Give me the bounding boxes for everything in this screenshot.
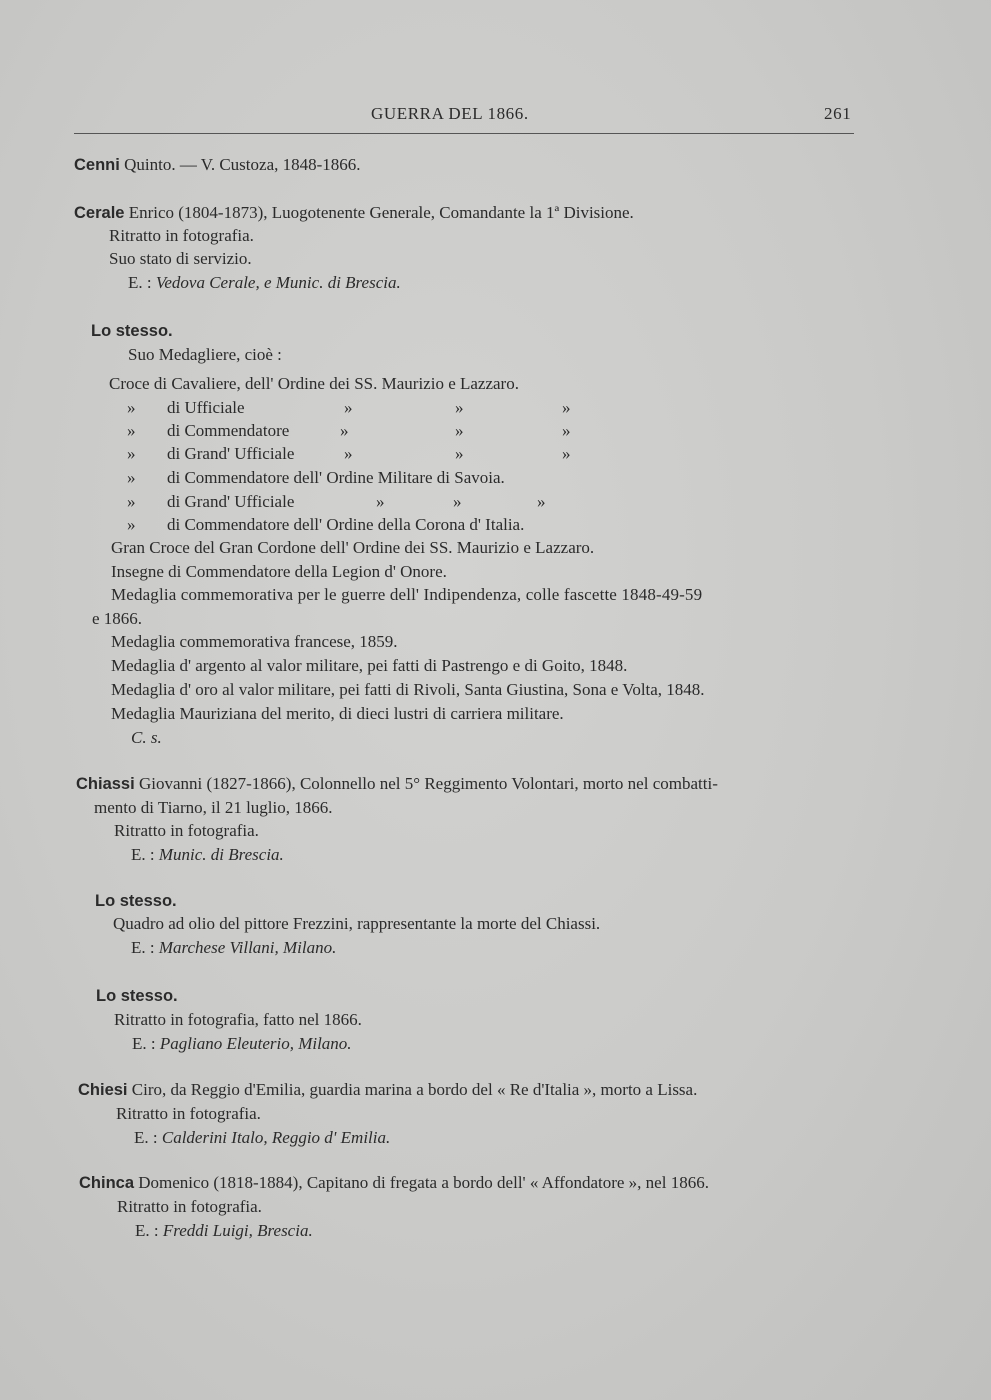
chiassi-owner [131, 845, 284, 865]
chiassi-foto-owner [132, 1034, 352, 1054]
cs-text: C. s. [131, 728, 162, 747]
ditto-mark: » [562, 444, 571, 463]
chiesi-owner [134, 1128, 390, 1148]
chinca-line-1: Ritratto in fotografia. [117, 1197, 262, 1216]
ditto-mark: » [376, 492, 385, 511]
owner-prefix: E. : [131, 938, 159, 957]
ditto-mark: » [127, 468, 136, 487]
ditto-mark: » [537, 492, 546, 511]
ditto-mark: » [127, 398, 136, 417]
owner-value: Freddi Luigi, Brescia. [162, 1221, 313, 1240]
entry-chiassi [76, 774, 718, 794]
ditto-mark: » [127, 444, 136, 463]
owner-value: Pagliano Eleuterio, Milano. [159, 1034, 352, 1053]
ditto-mark: » [455, 421, 464, 440]
medal-gran-croce: Gran Croce del Gran Cordone dell' Ordine dei SS. Maurizio e Lazzaro. [111, 538, 595, 557]
chiassi-cont: mento di Tiarno, il 21 luglio, 1866. [94, 798, 333, 817]
medagliere-intro: Suo Medagliere, cioè : [128, 345, 282, 364]
ditto-mark: » [562, 421, 571, 440]
medal-commemorativa: Medaglia commemorativa per le guerre dell' Indipendenza, colle fascette 1848-49-59 [111, 585, 703, 604]
cerale-line-1: Ritratto in fotografia. [109, 226, 254, 245]
cerale-line-2: Suo stato di servizio. [109, 249, 252, 268]
entry-text: Domenico (1818-1884), Capitano di fregata a bordo dell' « Affondatore », nel 1866. [134, 1173, 709, 1192]
entry-name: Cerale [74, 204, 125, 222]
chiassi-line-1: Ritratto in fotografia. [114, 821, 259, 840]
medal-mauriziana: Medaglia Mauriziana del merito, di dieci lustri di carriera militare. [111, 704, 564, 723]
header-rule [74, 133, 854, 134]
entry-name: Chiassi [76, 775, 135, 793]
entry-chinca [79, 1173, 709, 1193]
medal-oro: Medaglia d' oro al valor militare, pei fatti di Rivoli, Santa Giustina, Sona e Volta, 1848. [111, 680, 705, 699]
medal-row: di Grand' Ufficiale [167, 492, 295, 511]
entry-name: Chinca [79, 1174, 135, 1192]
entry-name: Cenni [74, 156, 120, 174]
medal-argento: Medaglia d' argento al valor militare, pei fatti di Pastrengo e di Goito, 1848. [111, 656, 628, 675]
cs-mark [131, 728, 162, 748]
medal-row: di Commendatore [167, 421, 290, 440]
owner-value: Vedova Cerale, e Munic. di Brescia. [155, 273, 401, 292]
owner-prefix: E. : [131, 845, 159, 864]
entry-name: Chiesi [78, 1081, 128, 1099]
ditto-mark: » [344, 398, 353, 417]
ditto-mark: » [453, 492, 462, 511]
cerale-owner [128, 273, 401, 293]
chinca-owner [135, 1221, 313, 1241]
ditto-mark: » [127, 421, 136, 440]
medal-row: di Commendatore dell' Ordine della Corona d' Italia. [167, 515, 525, 534]
ditto-mark: » [340, 421, 349, 440]
medal-legion: Insegne di Commendatore della Legion d' Onore. [111, 562, 447, 581]
owner-prefix: E. : [135, 1221, 163, 1240]
entry-text: Quinto. — V. Custoza, 1848-1866. [119, 155, 361, 174]
medal-commemorativa-cont: e 1866. [92, 609, 143, 628]
ditto-mark: » [562, 398, 571, 417]
ditto-mark: » [127, 515, 136, 534]
medal-row: di Ufficiale [167, 398, 245, 417]
page-number: 261 [824, 104, 852, 123]
chiassi-quadro-owner [131, 938, 336, 958]
medal-francese: Medaglia commemorativa francese, 1859. [111, 632, 398, 651]
owner-value: Marchese Villani, Milano. [158, 938, 337, 957]
ditto-mark: » [127, 492, 136, 511]
ditto-mark: » [344, 444, 353, 463]
section-heading: Lo stesso. [91, 322, 173, 340]
owner-prefix: E. : [128, 273, 156, 292]
section-heading: Lo stesso. [95, 892, 177, 910]
ditto-mark: » [455, 444, 464, 463]
owner-prefix: E. : [134, 1128, 162, 1147]
entry-text: Enrico (1804-1873), Luogotenente Generale, Comandante la 1ª Divisione. [124, 203, 634, 222]
owner-value: Munic. di Brescia. [158, 845, 284, 864]
running-header-title: GUERRA DEL 1866. [371, 104, 529, 123]
entry-text: Giovanni (1827-1866), Colonnello nel 5° Reggimento Volontari, morto nel combatti- [134, 774, 718, 793]
ditto-mark: » [455, 398, 464, 417]
chiesi-line-1: Ritratto in fotografia. [116, 1104, 261, 1123]
entry-text: Ciro, da Reggio d'Emilia, guardia marina a bordo del « Re d'Italia », morto a Lissa. [127, 1080, 698, 1099]
entry-chiesi [78, 1080, 697, 1100]
entry-cerale [74, 203, 634, 223]
entry-cenni [74, 155, 361, 175]
chiassi-foto: Ritratto in fotografia, fatto nel 1866. [114, 1010, 362, 1029]
section-heading: Lo stesso. [96, 987, 178, 1005]
medal-croce: Croce di Cavaliere, dell' Ordine dei SS. Maurizio e Lazzaro. [109, 374, 519, 393]
chiassi-quadro: Quadro ad olio del pittore Frezzini, rappresentante la morte del Chiassi. [113, 914, 601, 933]
owner-prefix: E. : [132, 1034, 160, 1053]
owner-value: Calderini Italo, Reggio d' Emilia. [161, 1128, 391, 1147]
medal-row: di Grand' Ufficiale [167, 444, 295, 463]
medal-row: di Commendatore dell' Ordine Militare di Savoia. [167, 468, 505, 487]
